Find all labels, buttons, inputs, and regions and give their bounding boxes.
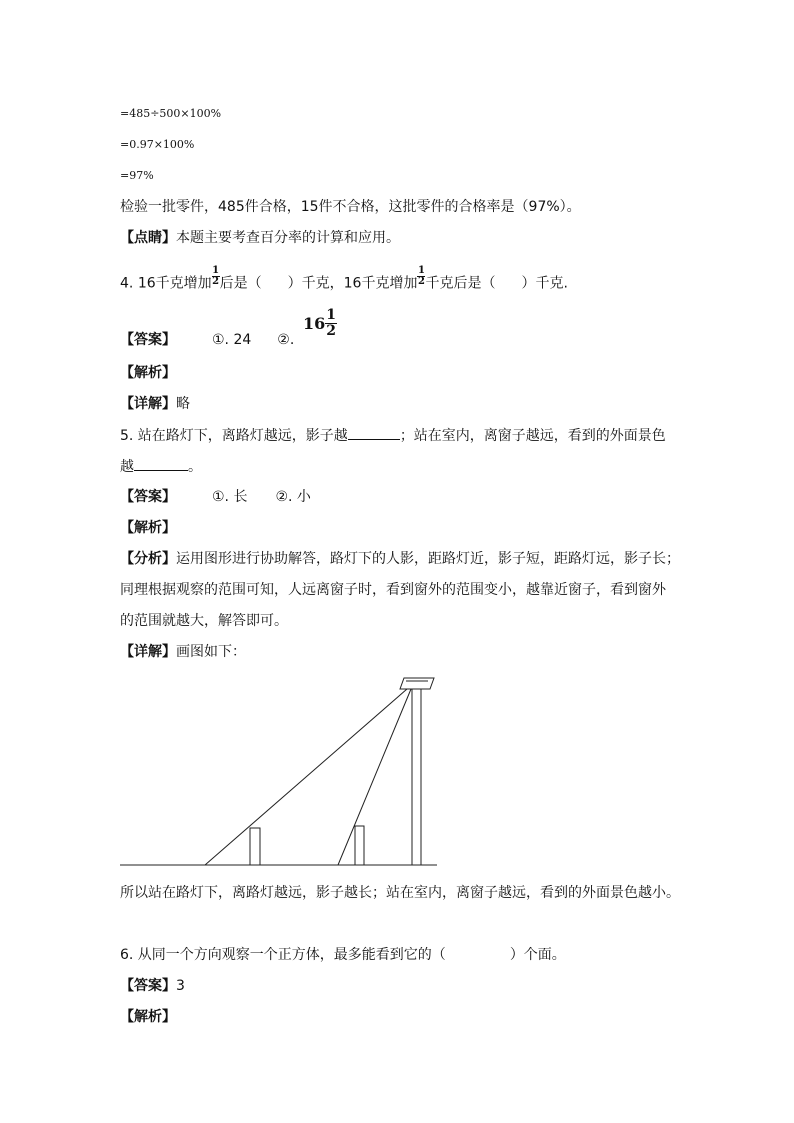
analysis-tag: 【分析】	[120, 551, 176, 567]
problem5-question-line1: 5. 站在路灯下，离路灯越远，影子越 ；站在室内，离窗子越远，看到的外面景色	[120, 425, 666, 446]
answer-value: 3	[176, 978, 185, 994]
answer-label: 【答案】	[120, 332, 176, 348]
person-far	[250, 828, 260, 865]
problem6-question: 6. 从同一个方向观察一个正方体，最多能看到它的（ ）个面。	[120, 947, 566, 963]
problem3-conclusion: 检验一批零件，485件合格，15件不合格，这批零件的合格率是（97%）。	[120, 199, 581, 215]
lamp-post	[412, 689, 421, 865]
light-ray-near	[338, 689, 411, 865]
lamp-head	[400, 678, 434, 689]
tip-text: 本题主要考查百分率的计算和应用。	[176, 230, 400, 246]
problem5-analysis-line1: 【分析】运用图形进行协助解答，路灯下的人影，距路灯近，影子短，距路灯远，影子长；	[120, 551, 680, 567]
tip-label: 【点睛】	[120, 230, 176, 246]
question-number: 4.	[120, 275, 134, 292]
question-text-part5: ）千克.	[521, 275, 568, 292]
problem4-analysis-label: 【解析】	[120, 365, 176, 381]
problem5-analysis-line2: 同理根据观察的范围可知，人远离窗子时，看到窗外的范围变小，越靠近窗子，看到窗外	[120, 582, 666, 598]
answer-2: ②. 小	[275, 489, 311, 505]
fraction-half-2: $\frac{1}{2}$	[417, 265, 425, 287]
problem5-analysis-label: 【解析】	[120, 520, 176, 536]
question-text-part1: 16千克增加	[137, 275, 212, 292]
detail-text: 略	[176, 396, 190, 412]
light-ray-far	[205, 689, 407, 865]
detail-text: 画图如下：	[176, 644, 246, 660]
detail-label: 【详解】	[120, 396, 176, 412]
answer-2: ②.	[277, 332, 295, 348]
calc-line-3: =97%	[120, 169, 154, 182]
question-text-part3: ）千克，16千克增加	[287, 275, 418, 292]
problem6-answer	[120, 976, 185, 996]
calc-line-2: =0.97×100%	[120, 138, 195, 151]
answer-1: ①. 长	[212, 489, 248, 505]
problem5-analysis-line3: 的范围就越大，解答即可。	[120, 613, 288, 629]
answer-1: ①. 24	[212, 332, 252, 348]
calc-line-1: =485÷500×100%	[120, 107, 222, 120]
mixed-number-answer: 16 $\frac{1}{2}$	[303, 307, 337, 339]
fraction-half: $\frac{1}{2}$	[212, 265, 220, 287]
problem5-conclusion: 所以站在路灯下，离路灯越远，影子越长；站在室内，离窗子越远，看到的外面景色越小。	[120, 885, 680, 901]
question-text-part4: 千克后是（	[425, 275, 496, 292]
problem5-question-line2: 越 。	[120, 456, 202, 477]
answer-label: 【答案】	[120, 978, 176, 994]
problem6-analysis-label: 【解析】	[120, 1009, 176, 1025]
answer-label: 【答案】	[120, 489, 176, 505]
detail-label: 【详解】	[120, 644, 176, 660]
question-text-part2: 后是（	[219, 275, 262, 292]
person-near	[355, 826, 364, 865]
